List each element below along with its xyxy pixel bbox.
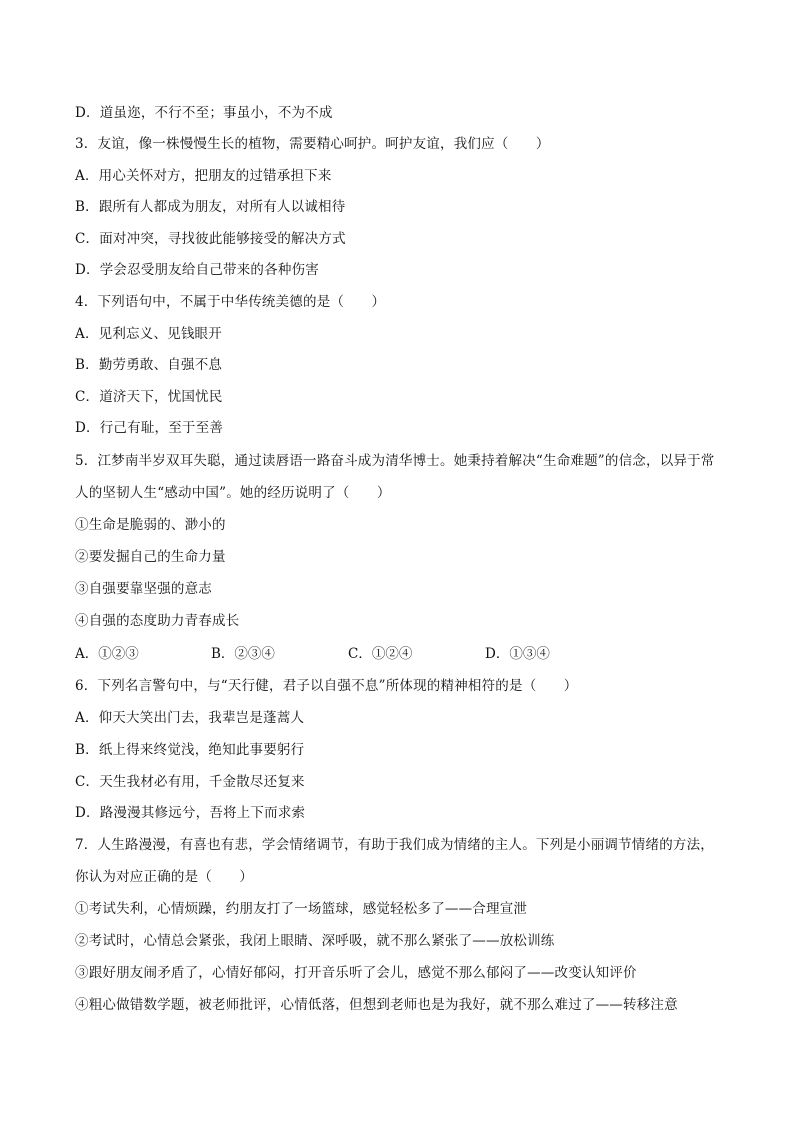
q4-option-a: A．见利忘义、见钱眼开 [75,326,222,342]
q5-option-a: A．①②③ [75,646,139,662]
question-7-line-2: 你认为对应正确的是（ ） [75,869,254,885]
q5-options-row [75,645,725,663]
question-5-line-2: 人的坚韧人生“感动中国”。她的经历说明了（ ） [75,485,391,501]
q3-option-a: A．用心关怀对方，把朋友的过错承担下来 [75,168,332,184]
q7-statement-1: ①考试失利，心情烦躁，约朋友打了一场篮球，感觉轻松多了——合理宣泄 [75,901,528,917]
q2-option-d: D．道虽迩，不行不至；事虽小，不为不成 [75,105,333,121]
q6-option-a: A．仰天大笑出门去，我辈岂是蓬蒿人 [75,710,305,726]
q4-option-d: D．行己有耻，至于至善 [75,420,224,436]
q7-statement-3: ③跟好朋友闹矛盾了，心情好郁闷，打开音乐听了会儿，感觉不那么郁闷了——改变认知评价 [75,965,637,981]
question-7-line-1: 7．人生路漫漫，有喜也有悲，学会情绪调节，有助于我们成为情绪的主人。下列是小丽调节情绪的方法， [75,837,714,853]
question-6: 6．下列名言警句中，与“天行健，君子以自强不息”所体现的精神相符的是（ ） [75,678,578,694]
q6-option-b: B．纸上得来终觉浅，绝知此事要躬行 [75,742,305,758]
q6-option-d: D．路漫漫其修远兮，吾将上下而求索 [75,805,306,821]
q5-statement-2: ②要发掘自己的生命力量 [75,549,226,565]
q4-option-c: C．道济天下，忧国忧民 [75,389,223,405]
q5-statement-4: ④自强的态度助力青春成长 [75,613,240,629]
q5-statement-3: ③自强要靠坚强的意志 [75,581,212,597]
question-3: 3．友谊，像一株慢慢生长的植物，需要精心呵护。呵护友谊，我们应（ ） [75,136,550,152]
q5-statement-1: ①生命是脆弱的、渺小的 [75,517,226,533]
q4-option-b: B．勤劳勇敢、自强不息 [75,357,223,373]
q5-option-c: C．①②④ [348,646,413,662]
q3-option-d: D．学会忍受朋友给自己带来的各种伤害 [75,262,319,278]
q6-option-c: C．天生我材必有用，千金散尽还复来 [75,774,305,790]
q7-statement-2: ②考试时，心情总会紧张，我闭上眼睛、深呼吸，就不那么紧张了——放松训练 [75,933,555,949]
q3-option-b: B．跟所有人都成为朋友，对所有人以诚相待 [75,199,346,215]
q3-option-c: C．面对冲突，寻找彼此能够接受的解决方式 [75,231,346,247]
question-4: 4．下列语句中，不属于中华传统美德的是（ ） [75,294,386,310]
q7-statement-4: ④粗心做错数学题，被老师批评，心情低落，但想到老师也是为我好，就不那么难过了——转移注意 [75,997,678,1013]
q5-option-d: D．①③④ [485,646,550,662]
question-5-line-1: 5．江梦南半岁双耳失聪，通过读唇语一路奋斗成为清华博士。她秉持着解决“生命难题”的信念，以异于常 [75,453,715,469]
q5-option-b: B．②③④ [211,646,275,662]
